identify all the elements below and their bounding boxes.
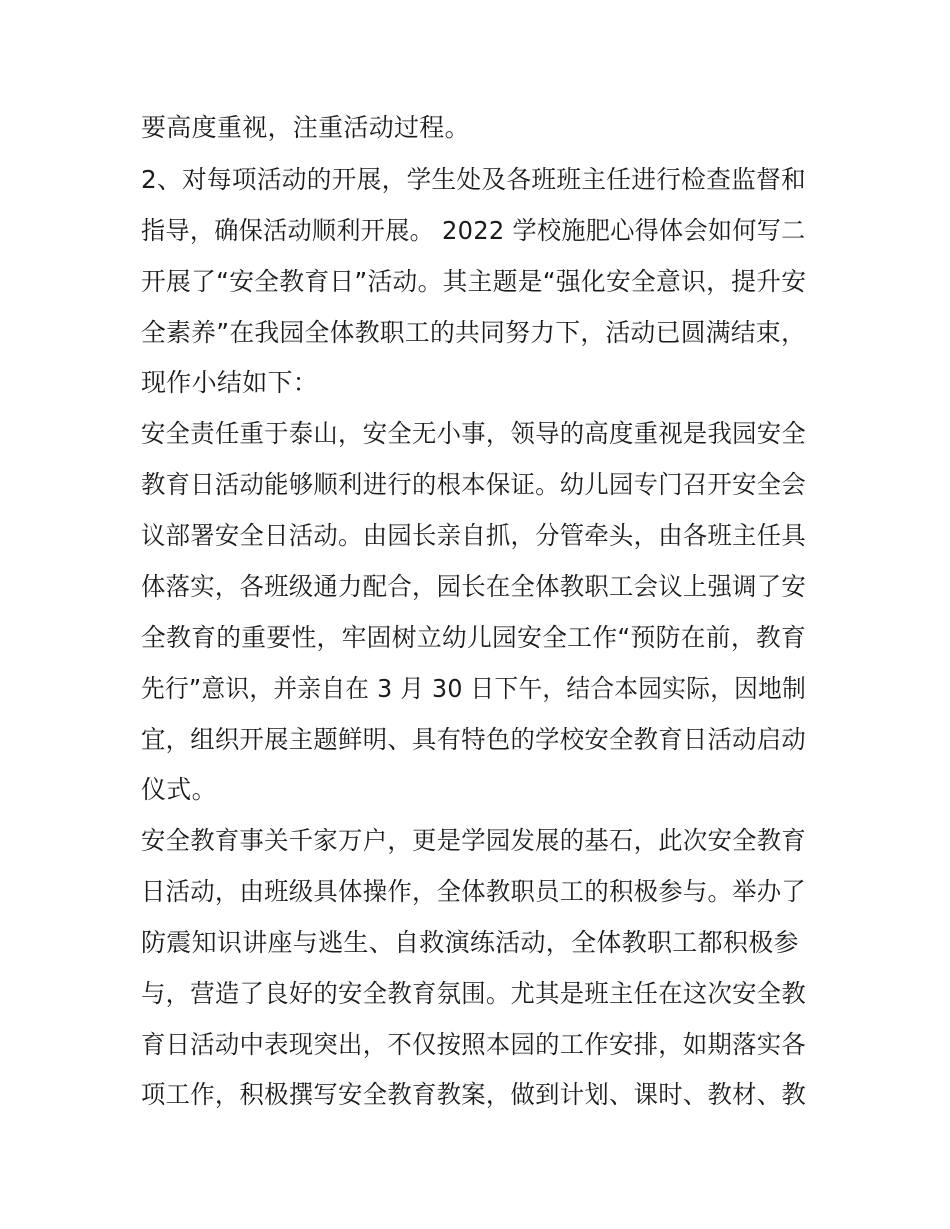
- text-line: 安全教育事关千家万户，更是学园发展的基石，此次安全教育: [141, 826, 807, 855]
- text-line: 教育日活动能够顺利进行的根本保证。幼儿园专门召开安全会: [141, 470, 807, 499]
- text-line: 开展了“安全教育日”活动。其主题是“强化安全意识，提升安: [141, 267, 807, 296]
- text-line: 全素养”在我园全体教职工的共同努力下，活动已圆满结束，: [141, 318, 807, 347]
- text-line: 宜，组织开展主题鲜明、具有特色的学校安全教育日活动启动: [141, 725, 807, 754]
- text-line: 现作小结如下：: [141, 368, 319, 397]
- text-line: 全教育的重要性，牢固树立幼儿园安全工作“预防在前，教育: [141, 623, 807, 652]
- text-line: 安全责任重于泰山，安全无小事，领导的高度重视是我园安全: [141, 419, 807, 448]
- text-line: 议部署安全日活动。由园长亲自抓，分管牵头，由各班主任具: [141, 521, 807, 550]
- text-line: 日活动，由班级具体操作，全体教职员工的积极参与。举办了: [141, 877, 807, 906]
- text-line: 仪式。: [141, 775, 217, 804]
- text-line: 与，营造了良好的安全教育氛围。尤其是班主任在这次安全教: [141, 979, 807, 1008]
- text-line: 项工作，积极撰写安全教育教案，做到计划、课时、教材、教: [141, 1080, 807, 1109]
- text-line: 育日活动中表现突出，不仅按照本园的工作安排，如期落实各: [141, 1030, 807, 1059]
- text-line: 防震知识讲座与逃生、自救演练活动，全体教职工都积极参: [141, 928, 799, 957]
- text-line: 2、对每项活动的开展，学生处及各班班主任进行检查监督和: [141, 165, 806, 194]
- text-line: 体落实，各班级通力配合，园长在全体教职工会议上强调了安: [141, 572, 807, 601]
- text-line: 先行”意识，并亲自在 3 月 30 日下午，结合本园实际，因地制: [141, 674, 807, 703]
- text-line: 要高度重视，注重活动过程。: [141, 113, 470, 142]
- text-line: 指导，确保活动顺利开展。 2022 学校施肥心得体会如何写二: [141, 216, 806, 245]
